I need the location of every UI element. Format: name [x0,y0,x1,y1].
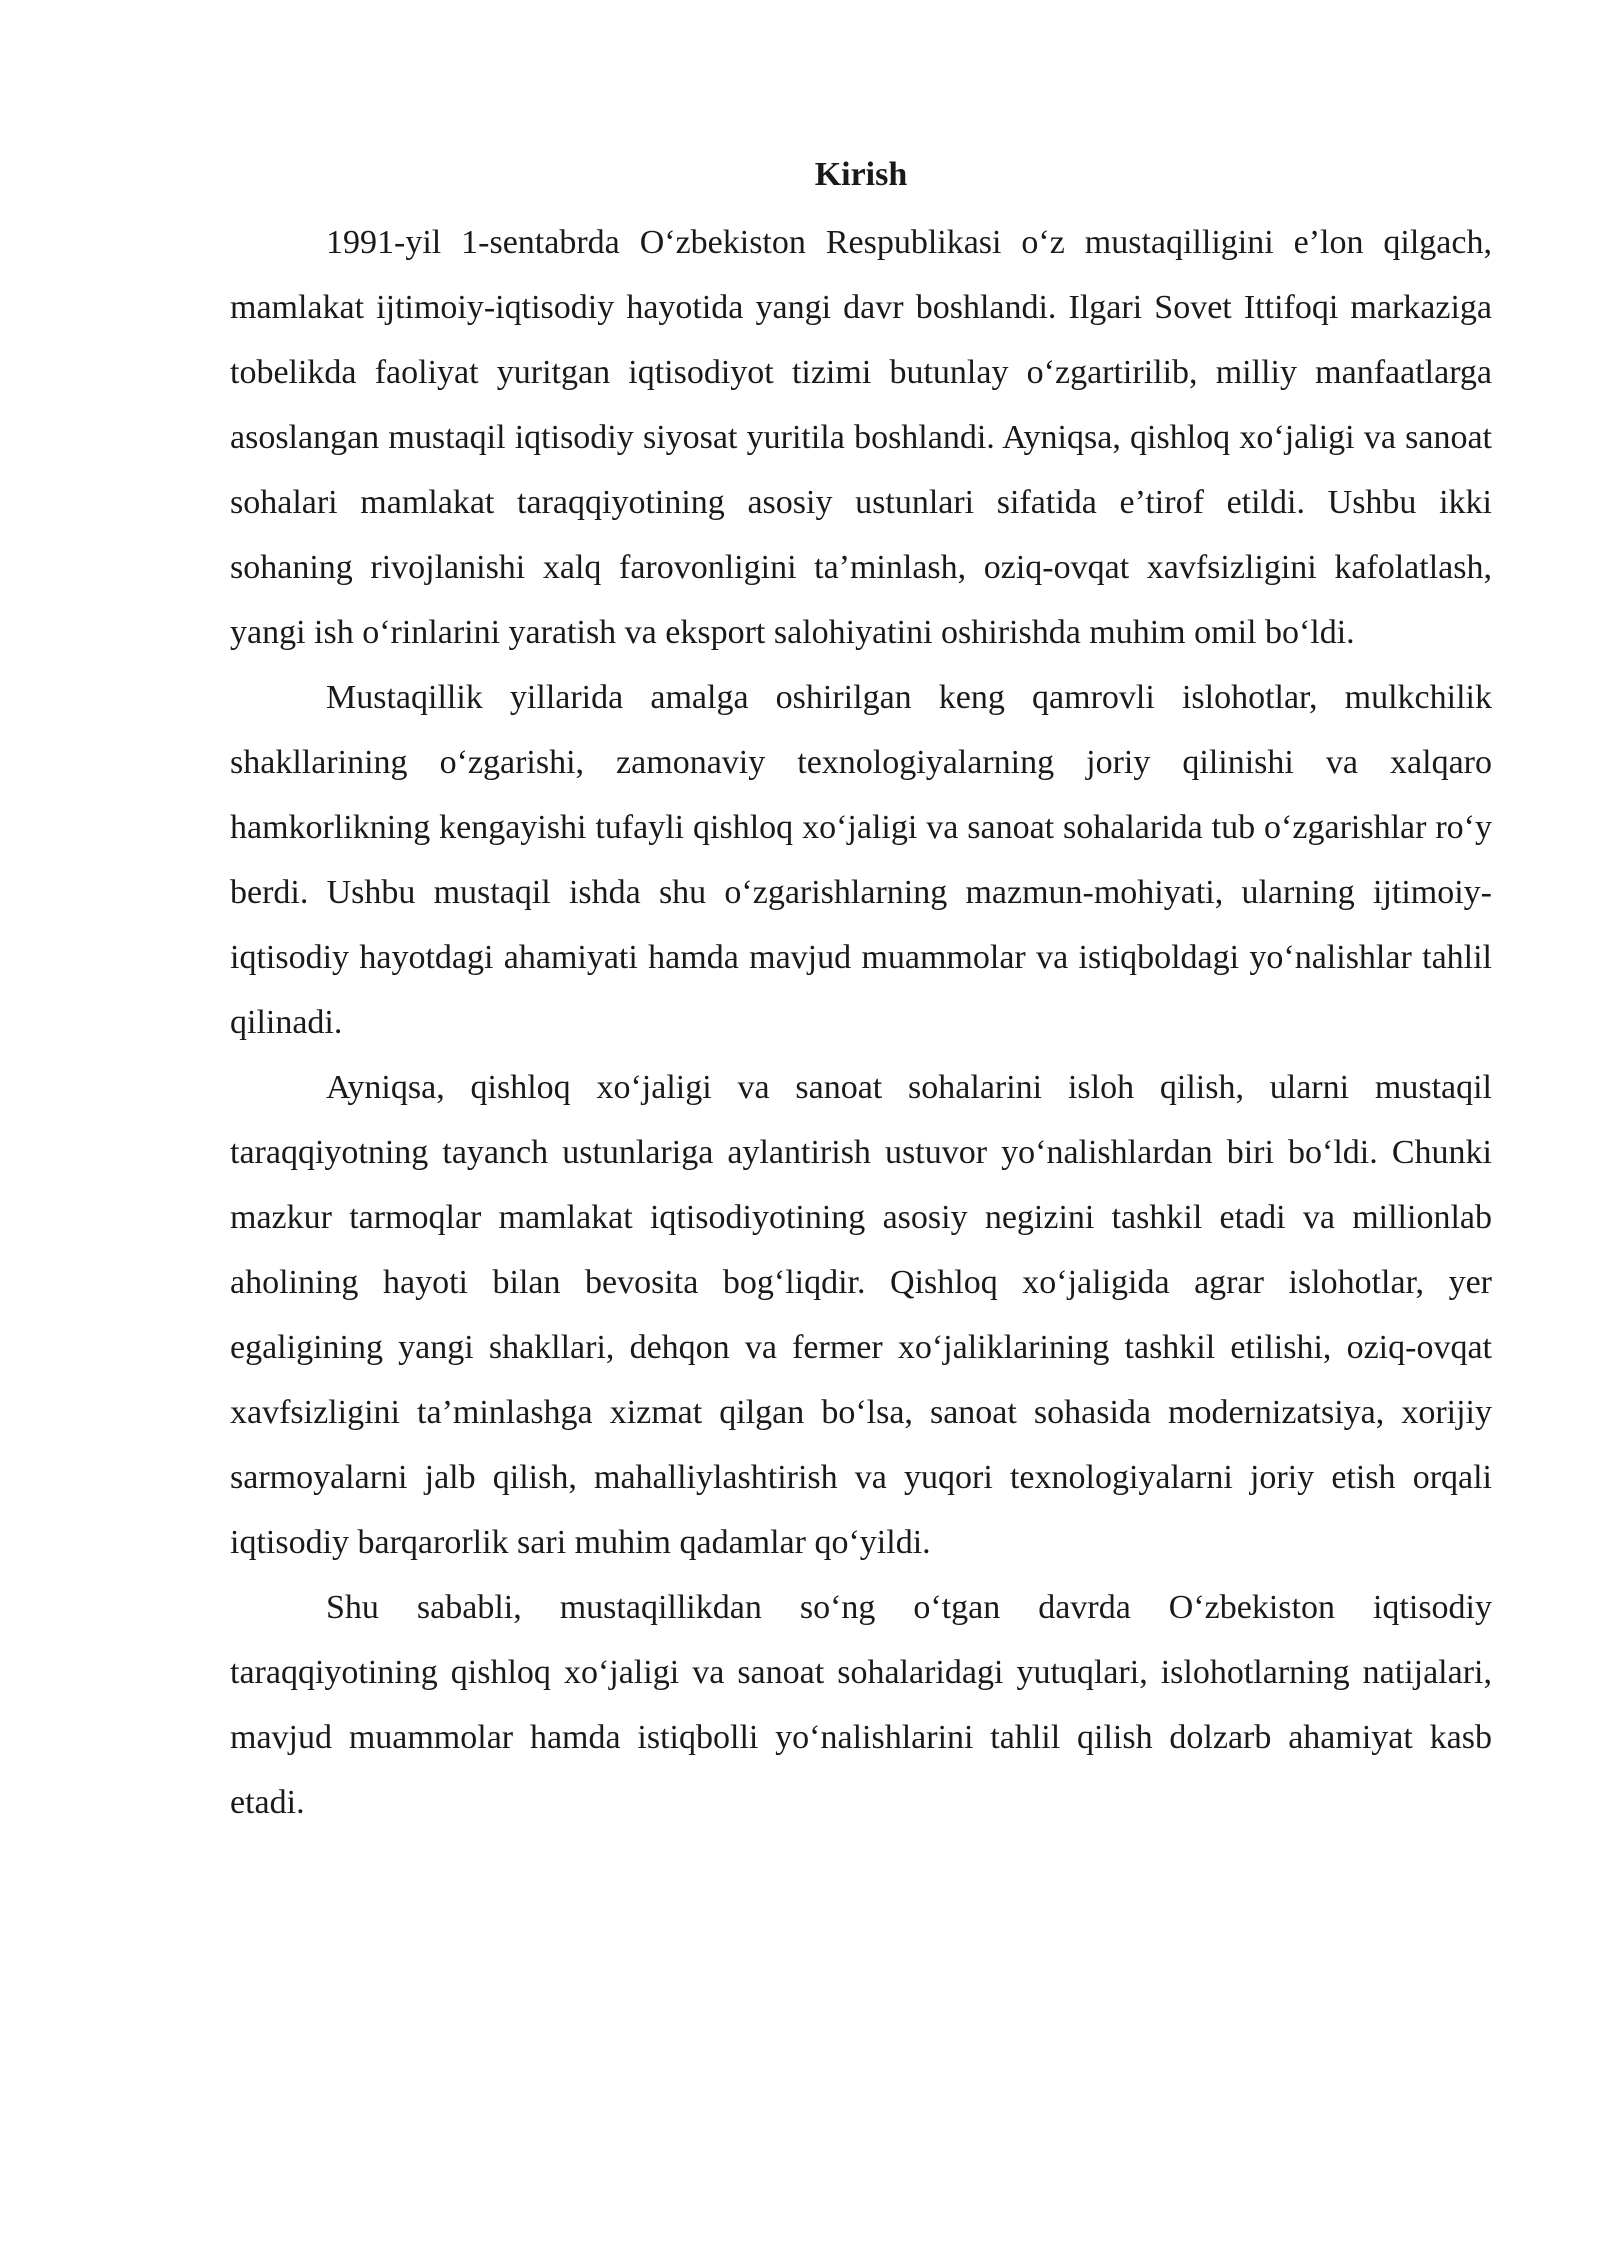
document-body [230,140,1492,1835]
paragraph: 1991-yil 1-sentabrda O‘zbekiston Respublikasi o‘z mustaqilligini e’lon qilgach, mamlakat ijtimoiy-iqtisodiy hayotida yangi davr boshlandi. Ilgari Sovet Ittifoqi markaziga tobelikda faoliyat yuritgan iqtisodiyot tizimi butunlay o‘zgartirilib, milliy manfaatlarga asoslangan mustaqil iqtisodiy siyosat yuritila boshlandi. Ayniqsa, qishloq xo‘jaligi va sanoat sohalari mamlakat taraqqiyotining asosiy ustunlari sifatida e’tirof etildi. Ushbu ikki sohaning rivojlanishi xalq farovonligini ta’minlash, oziq-ovqat xavfsizligini kafolatlash, yangi ish o‘rinlarini yaratish va eksport salohiyatini oshirishda muhim omil bo‘ldi. [230,224,1492,651]
paragraph: Ayniqsa, qishloq xo‘jaligi va sanoat sohalarini isloh qilish, ularni mustaqil taraqqiyotning tayanch ustunlariga aylantirish ustuvor yo‘nalishlardan biri bo‘ldi. Chunki mazkur tarmoqlar mamlakat iqtisodiyotining asosiy negizini tashkil etadi va millionlab aholining hayoti bilan bevosita bog‘liqdir. Qishloq xo‘jaligida agrar islohotlar, yer egaligining yangi shakllari, dehqon va fermer xo‘jaliklarining tashkil etilishi, oziq-ovqat xavfsizligini ta’minlashga xizmat qilgan bo‘lsa, sanoat sohasida modernizatsiya, xorijiy sarmoyalarni jalb qilish, mahalliylashtirish va yuqori texnologiyalarni joriy etish orqali iqtisodiy barqarorlik sari muhim qadamlar qo‘yildi. [230,1069,1492,1561]
document-title: Kirish [814,156,908,193]
paragraph: Mustaqillik yillarida amalga oshirilgan keng qamrovli islohotlar, mulkchilik shakllarining o‘zgarishi, zamonaviy texnologiyalarning joriy qilinishi va xalqaro hamkorlikning kengayishi tufayli qishloq xo‘jaligi va sanoat sohalarida tub o‘zgarishlar ro‘y berdi. Ushbu mustaqil ishda shu o‘zgarishlarning mazmun-mohiyati, ularning ijtimoiy-iqtisodiy hayotdagi ahamiyati hamda mavjud muammolar va istiqboldagi yo‘nalishlar tahlil qilinadi. [230,679,1492,1041]
paragraph: Shu sababli, mustaqillikdan so‘ng o‘tgan davrda O‘zbekiston iqtisodiy taraqqiyotining qishloq xo‘jaligi va sanoat sohalaridagi yutuqlari, islohotlarning natijalari, mavjud muammolar hamda istiqbolli yo‘nalishlarini tahlil qilish dolzarb ahamiyat kasb etadi. [230,1589,1492,1821]
